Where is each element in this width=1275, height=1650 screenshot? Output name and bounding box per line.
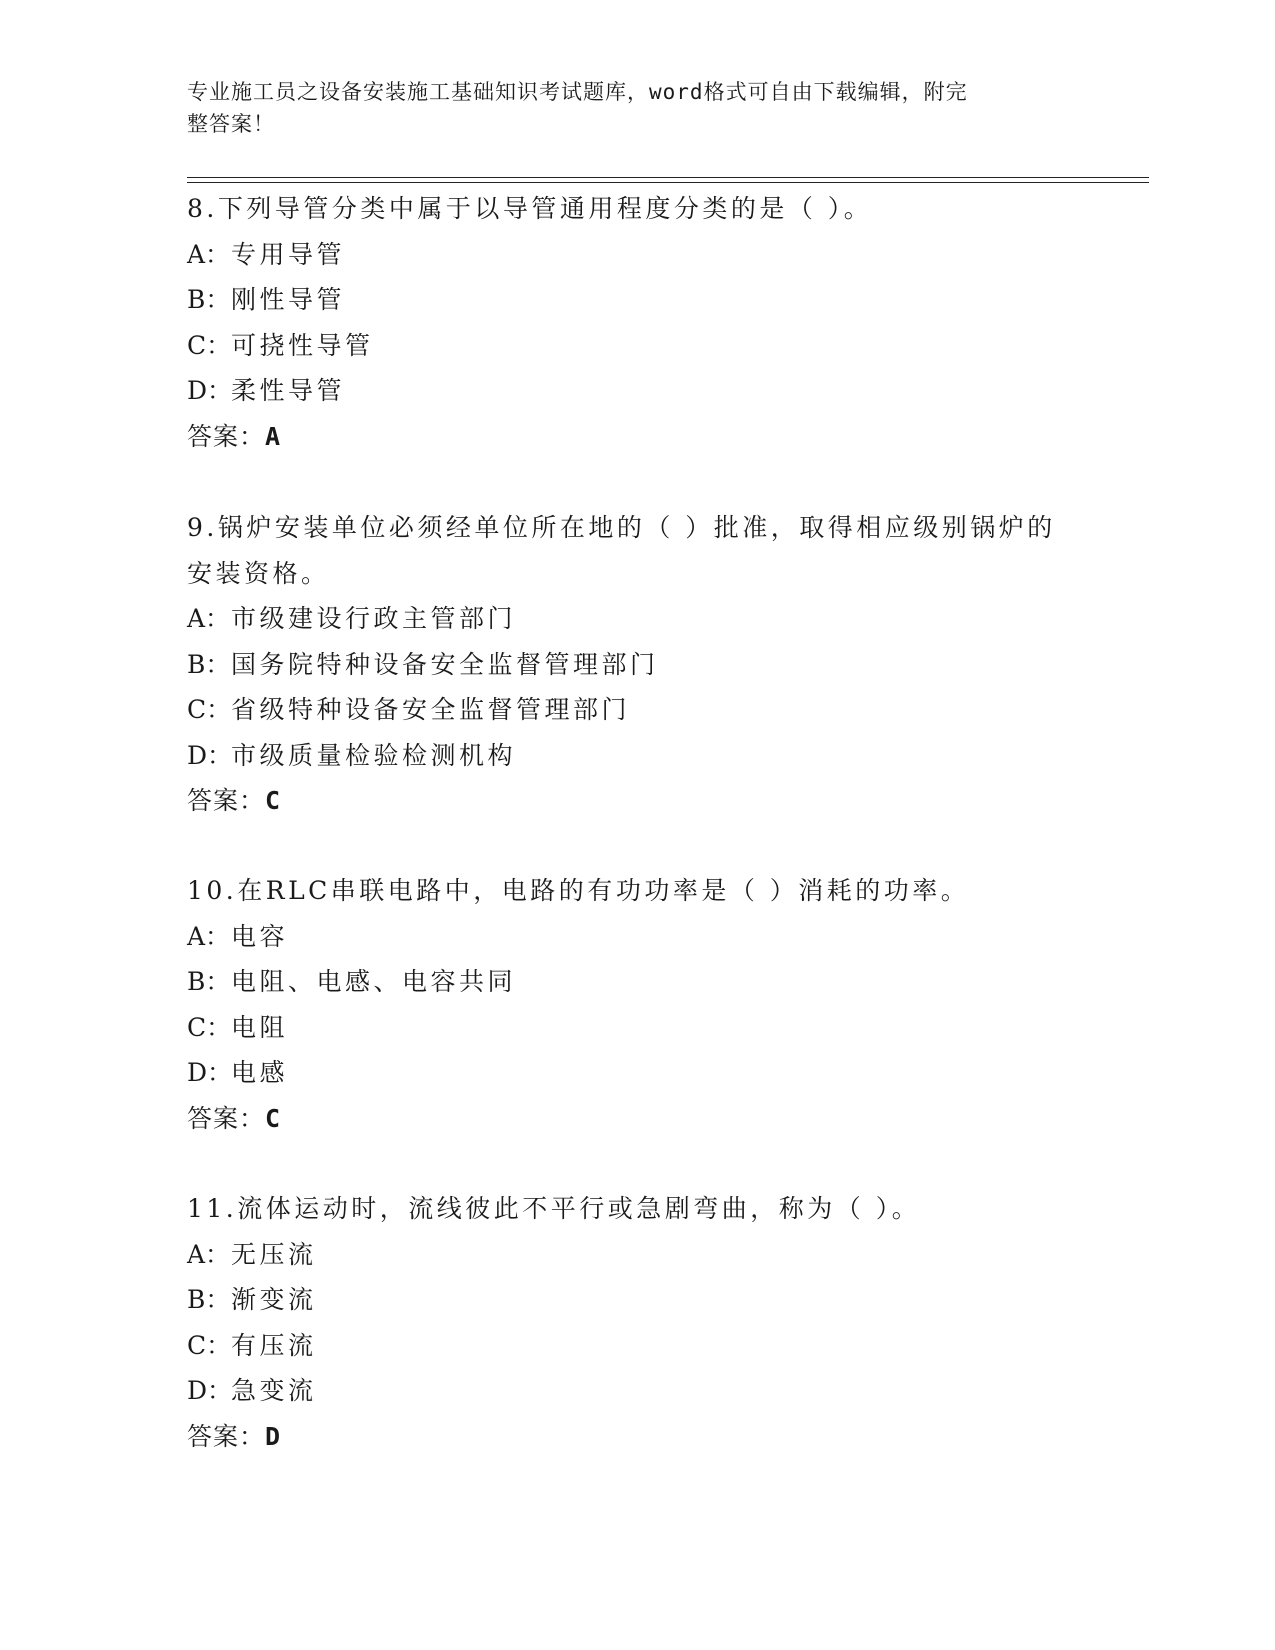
header-divider-top bbox=[187, 177, 1149, 178]
answer-value: C bbox=[265, 786, 282, 815]
question-10 bbox=[187, 868, 1087, 1141]
option-key: A： bbox=[187, 921, 231, 951]
option-d bbox=[187, 368, 1087, 414]
option-text: 有压流 bbox=[231, 1330, 317, 1360]
header-divider-bottom bbox=[187, 182, 1149, 183]
option-key: D： bbox=[187, 1376, 233, 1405]
option-text: 无压流 bbox=[231, 1239, 317, 1269]
document-header bbox=[187, 76, 1067, 140]
answer-label: 答案： bbox=[187, 1421, 266, 1451]
answer bbox=[187, 1414, 1087, 1460]
question-11 bbox=[187, 1186, 1087, 1459]
option-text: 渐变流 bbox=[231, 1285, 317, 1314]
option-d bbox=[187, 1368, 1087, 1414]
option-a bbox=[187, 596, 1087, 642]
header-line-1: 专业施工员之设备安装施工基础知识考试题库，word格式可自由下载编辑，附完 bbox=[187, 80, 968, 104]
answer-value: C bbox=[265, 1103, 282, 1133]
option-text: 可挠性导管 bbox=[231, 330, 374, 360]
answer bbox=[187, 414, 1087, 460]
option-a bbox=[187, 1232, 1087, 1278]
option-b bbox=[187, 642, 1087, 688]
option-b bbox=[187, 959, 1087, 1005]
option-key: A： bbox=[187, 604, 231, 633]
question-stem: 9.锅炉安装单位必须经单位所在地的（ ）批准，取得相应级别锅炉的 bbox=[187, 513, 1056, 542]
answer-value: A bbox=[265, 421, 282, 451]
option-key: B： bbox=[187, 285, 231, 314]
option-key: D： bbox=[187, 1058, 233, 1087]
answer bbox=[187, 1096, 1087, 1142]
question-9 bbox=[187, 505, 1087, 824]
option-key: B： bbox=[187, 967, 231, 996]
option-key: B： bbox=[187, 1285, 231, 1314]
answer bbox=[187, 778, 1087, 824]
option-text: 柔性导管 bbox=[231, 376, 346, 405]
option-key: C： bbox=[187, 695, 232, 724]
option-key: D： bbox=[187, 740, 233, 770]
option-b bbox=[187, 277, 1087, 323]
option-c bbox=[187, 687, 1087, 733]
answer-value: D bbox=[265, 1421, 282, 1451]
option-d bbox=[187, 1050, 1087, 1096]
option-c bbox=[187, 1323, 1087, 1369]
option-key: C： bbox=[187, 1012, 232, 1042]
option-a bbox=[187, 232, 1087, 278]
option-key: C： bbox=[187, 330, 232, 360]
answer-label: 答案： bbox=[187, 786, 266, 815]
header-line-2: 整答案！ bbox=[187, 112, 275, 136]
option-key: D： bbox=[187, 376, 233, 405]
option-text: 电阻 bbox=[231, 1012, 289, 1042]
option-key: C： bbox=[187, 1330, 232, 1360]
option-text: 专用导管 bbox=[231, 239, 346, 269]
option-text: 国务院特种设备安全监督管理部门 bbox=[231, 649, 659, 679]
option-text: 电感 bbox=[231, 1058, 289, 1087]
question-stem: 11.流体运动时，流线彼此不平行或急剧弯曲，称为（ ）。 bbox=[187, 1194, 921, 1223]
option-text: 省级特种设备安全监督管理部门 bbox=[231, 695, 631, 724]
option-text: 急变流 bbox=[231, 1376, 317, 1405]
answer-label: 答案： bbox=[187, 421, 266, 451]
option-c bbox=[187, 1005, 1087, 1051]
option-a bbox=[187, 914, 1087, 960]
option-text: 刚性导管 bbox=[231, 285, 346, 314]
question-8 bbox=[187, 186, 1087, 459]
question-stem-continued: 安装资格。 bbox=[187, 558, 330, 588]
option-text: 电阻、电感、电容共同 bbox=[231, 967, 517, 996]
option-b bbox=[187, 1277, 1087, 1323]
question-stem: 8.下列导管分类中属于以导管通用程度分类的是（ ）。 bbox=[187, 194, 873, 223]
option-key: A： bbox=[187, 1239, 231, 1269]
option-key: B： bbox=[187, 649, 231, 679]
option-d bbox=[187, 733, 1087, 779]
option-c bbox=[187, 323, 1087, 369]
option-text: 市级建设行政主管部门 bbox=[231, 604, 517, 633]
option-text: 市级质量检验检测机构 bbox=[231, 740, 517, 770]
question-stem: 10.在RLC串联电路中，电路的有功功率是（ ）消耗的功率。 bbox=[187, 876, 970, 905]
option-text: 电容 bbox=[231, 921, 289, 951]
option-key: A： bbox=[187, 239, 231, 269]
answer-label: 答案： bbox=[187, 1103, 266, 1133]
